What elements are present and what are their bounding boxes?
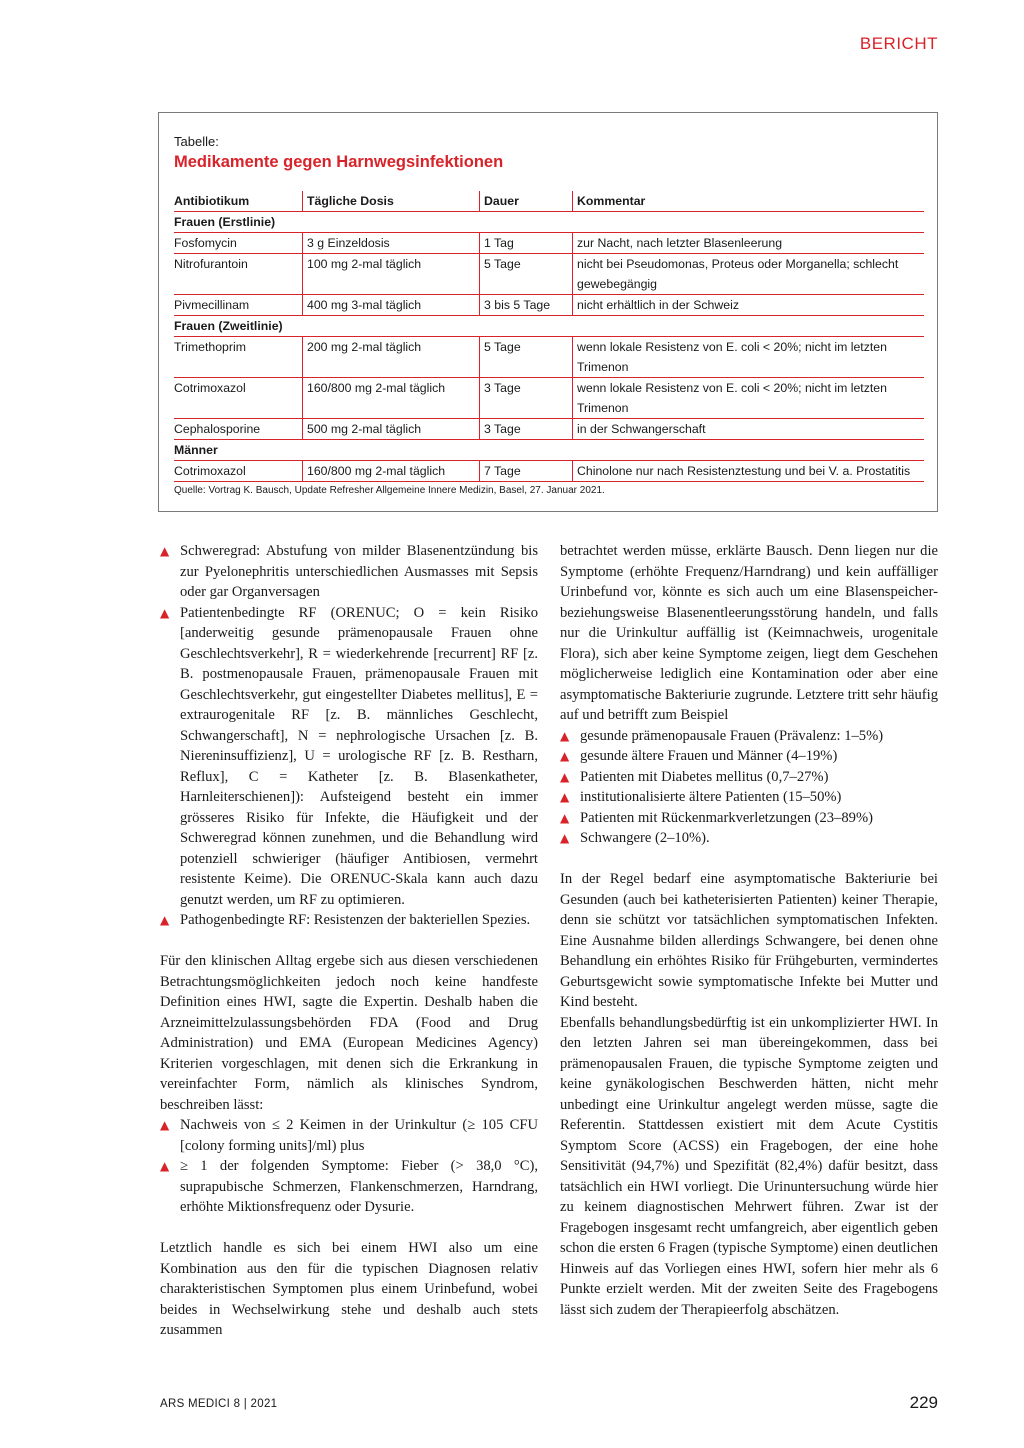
bullet-item [160,910,538,931]
drug-cell: Cephalosporine [174,419,303,440]
red-triangle-icon: ▲ [160,605,170,620]
dose-cell: 160/800 mg 2-mal täglich [303,461,480,482]
bullet-text: Pathogenbedingte RF: Resistenzen der bakteriellen Spezies. [180,912,531,928]
group-label: Männer [174,440,924,461]
bullet-item [560,767,938,788]
bullet-text: Patienten mit Diabetes mellitus (0,7–27%) [580,768,829,785]
dose-cell: 500 mg 2-mal täglich [303,419,480,440]
table-group-row [174,440,924,461]
column-header: Kommentar [573,191,925,212]
bullet-item [160,1115,538,1156]
column-header: Antibiotikum [174,191,303,212]
bullet-text: Schweregrad: Abstufung von milder Blasenentzündung bis zur Pyelonephritis unterschiedlichen Ausmasses mit Sepsis oder gar Organversagen [180,543,538,600]
drug-cell: Pivmecillinam [174,295,303,316]
table-row [174,233,924,254]
table-group-row [174,212,924,233]
comment-cell: wenn lokale Resistenz von E. coli < 20%; nicht im letzten Trimenon [573,378,925,419]
comment-cell: Chinolone nur nach Resistenztestung und bei V. a. Prostatitis [573,461,925,482]
bullet-item [560,808,938,829]
red-triangle-icon: ▲ [160,1118,170,1132]
bullet-item [160,1156,538,1218]
right-column [560,541,938,1320]
duration-cell: 3 bis 5 Tage [480,295,573,316]
body-paragraph: betrachtet werden müsse, erklärte Bausch. Denn liegen nur die Symptome (erhöhte Frequenz/Harndrang) und kein auffälliger Urinbefund vor, könnte es sich auch um eine Blasenspeicher- beziehungsweise Blasenentleerungsstörung handeln, und falls nur die Urinkultur auffällig ist (Keimnachweis, urogenitale Flora), sich aber keine Symptome zeigen, liegt dem Geschehen möglicherweise lediglich eine Kontamination oder aber eine asymptomatische Bakteriurie zugrunde. Letztere tritt sehr häufig auf und betrifft zum Beispiel [560,543,938,723]
duration-cell: 3 Tage [480,378,573,419]
column-header: Tägliche Dosis [303,191,480,212]
table-group-row [174,316,924,337]
comment-cell: nicht bei Pseudomonas, Proteus oder Morganella; schlecht gewebegängig [573,254,925,295]
bullet-text: Schwangere (2–10%). [580,830,710,846]
red-triangle-icon: ▲ [160,1159,170,1173]
bullet-text: gesunde prämenopausale Frauen (Prävalenz: 1–5%) [580,727,884,744]
red-triangle-icon: ▲ [560,790,570,804]
red-triangle-icon: ▲ [160,544,170,558]
red-triangle-icon: ▲ [560,810,570,825]
page-number: 229 [909,1393,938,1412]
bullet-item [560,787,938,808]
drug-cell: Cotrimoxazol [174,378,303,419]
duration-cell: 5 Tage [480,337,573,378]
group-label: Frauen (Erstlinie) [174,212,924,233]
body-paragraph: Letztlich handle es sich bei einem HWI also um eine Kombination aus den für die typischen Diagnosen relativ charakteristischen Symptomen plus einem Urinbefund, wobei beides in Wechselwirkung stehe und deshalb auch stets zusammen [160,1240,538,1338]
table-row [174,254,924,295]
table-title: Medikamente gegen Harnwegsinfektionen [174,153,504,171]
bullet-text: Patientenbedingte RF (ORENUC; O = kein Risiko [anderweitig gesunde prämenopausale Frauen ohne Geschlechtsverkehr], R = wiederkehrende [recurrent] RF [z. B. postmenopausale Frauen, prämenopausale Frauen mit Geschlechtsverkehr, gut eingestellter Diabetes mellitus], E = extraurogenitale RF [z. B. männliches Geschlecht, Schwangerschaft], N = nephrologische Ursachen [z. B. Niereninsuffizienz], U = urologische RF [z. B. Restharn, Reflux], C = Katheter [z. B. Blasenkatheter, Harnleiterschienen]): Aufsteigend besteht ein immer grösseres Risiko für Infekte, die Häufigkeit und der Schweregrad können zunehmen, und die Behandlung wird potenziell schwieriger (häufiger Antibiosen, vermehrt resistente Keime). Die ORENUC-Skala kann auch dazu genutzt werden, um RF zu optimieren. [180,604,538,908]
comment-cell: in der Schwangerschaft [573,419,925,440]
drug-cell: Cotrimoxazol [174,461,303,482]
comment-cell: nicht erhältlich in der Schweiz [573,295,925,316]
red-triangle-icon: ▲ [560,728,570,743]
red-triangle-icon: ▲ [560,831,570,845]
table-header-row [174,191,924,212]
table-source: Quelle: Vortrag K. Bausch, Update Refresher Allgemeine Innere Medizin, Basel, 27. Januar 2021. [174,485,605,496]
table-caption: Tabelle: [174,134,219,149]
table-row [174,461,924,482]
medication-table-box [158,112,938,512]
drug-cell: Fosfomycin [174,233,303,254]
column-header: Dauer [480,191,573,212]
group-label: Frauen (Zweitlinie) [174,316,924,337]
bullet-text: institutionalisierte ältere Patienten (15–50%) [580,789,842,805]
table-row [174,419,924,440]
red-triangle-icon: ▲ [560,749,570,763]
bullet-text: ≥ 1 der folgenden Symptome: Fieber (> 38,0 °C), suprapubische Schmerzen, Flankenschmerzen, Harndrang, erhöhte Miktionsfrequenz oder Dysurie. [180,1158,538,1215]
bullet-text: Nachweis von ≤ 2 Keimen in der Urinkultur (≥ 105 CFU [colony forming units]/ml) plus [180,1117,538,1154]
comment-cell: wenn lokale Resistenz von E. coli < 20%; nicht im letzten Trimenon [573,337,925,378]
medication-table [174,191,924,482]
bullet-item [560,828,938,849]
duration-cell: 1 Tag [480,233,573,254]
duration-cell: 7 Tage [480,461,573,482]
dose-cell: 3 g Einzeldosis [303,233,480,254]
left-column [160,541,538,1341]
comment-cell: zur Nacht, nach letzter Blasenleerung [573,233,925,254]
dose-cell: 160/800 mg 2-mal täglich [303,378,480,419]
dose-cell: 400 mg 3-mal täglich [303,295,480,316]
body-paragraph: In der Regel bedarf eine asymptomatische Bakteriurie bei Gesunden (auch bei katheterisierten Patienten) keiner Therapie, denn sie schützt vor tatsächlichen symptomatischen Infekten. Eine Ausnahme bilden allerdings Schwangere, bei denen ohne Behandlung ein erhöhtes Risiko für Frühgeburten, vermindertes Geburtsgewicht sowie symptomatische Infekte bei Mutter und Kind besteht. [560,871,938,1010]
body-paragraph: Für den klinischen Alltag ergebe sich aus diesen verschiedenen Betrachtungsmöglichkeiten jedoch noch keine handfeste Definition eines HWI, sagte die Expertin. Deshalb haben die Arzneimittelzulassungsbehörden FDA (Food and Drug Administration) und EMA (European Medicines Agency) Kriterien vorgeschlagen, mit denen sich die Erkrankung in vereinfachter Form, nämlich als klinisches Syndrom, beschreiben lässt: [160,953,538,1113]
body-paragraph: Ebenfalls behandlungsbedürftig ist ein unkomplizierter HWI. In den letzten Jahren sei man übereingekommen, dass bei prämenopausalen Frauen, die typische Symptome zeigten und keine gynäkologischen Beschwerden hätten, nicht mehr unbedingt eine Urinkultur angelegt werden müsse, sagte die Referentin. Stattdessen existiert mit dem Acute Cystitis Symptom Score (ACSS) ein Fragebogen, der eine hohe Sensitivität (94,7%) und Spezifität (82,4%) dafür besitzt, dass tatsächlich ein HWI vorliegt. Die Urinuntersuchung würde hier zu keinem diagnostischen Mehrwert führen. Zwar ist der Fragebogen insgesamt recht umfangreich, aber eigentlich geben schon die ersten 6 Fragen (typische Symptome) einen deutlichen Hinweis auf das Vorliegen eines HWI, sofern hier mehr als 6 Punkte erzielt werden. Mit der zweiten Seite des Fragebogens lässt sich zudem der Therapieerfolg abschätzen. [560,1014,938,1318]
bullet-item [560,746,938,767]
dose-cell: 200 mg 2-mal täglich [303,337,480,378]
bullet-item [160,603,538,911]
dose-cell: 100 mg 2-mal täglich [303,254,480,295]
red-triangle-icon: ▲ [560,769,570,784]
bullet-text: gesunde ältere Frauen und Männer (4–19%) [580,748,838,764]
duration-cell: 5 Tage [480,254,573,295]
table-row [174,378,924,419]
footer-journal: ARS MEDICI 8 | 2021 [160,1398,278,1410]
bullet-item [560,726,938,747]
section-label: BERICHT [859,34,938,53]
red-triangle-icon: ▲ [160,913,170,927]
table-row [174,295,924,316]
drug-cell: Nitrofurantoin [174,254,303,295]
bullet-text: Patienten mit Rückenmarkverletzungen (23–89%) [580,809,874,826]
drug-cell: Trimethoprim [174,337,303,378]
bullet-item [160,541,538,603]
table-row [174,337,924,378]
duration-cell: 3 Tage [480,419,573,440]
